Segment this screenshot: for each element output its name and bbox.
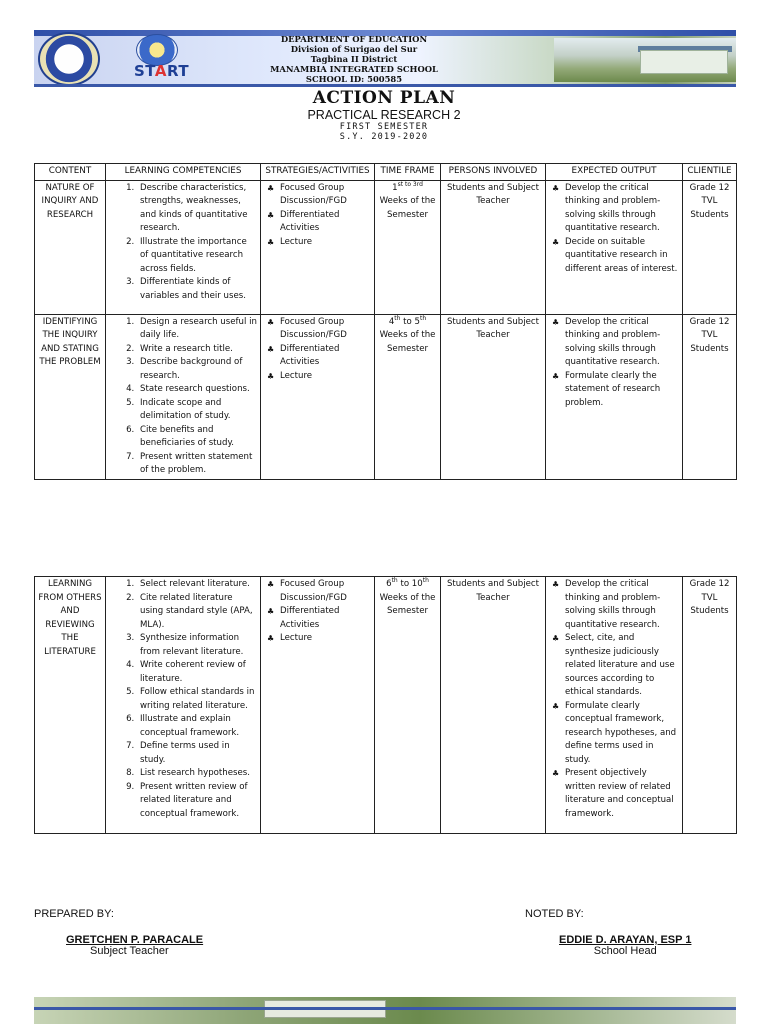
- output-item: ♣ Formulate clearly conceptual framework, research hypotheses, and define terms used in study.: [565, 700, 679, 768]
- persons-cell: Students and Subject Teacher: [441, 577, 546, 834]
- competency-item: 1. Select relevant literature.: [137, 578, 257, 592]
- time-frame-text: Weeks of the Semester: [379, 330, 436, 354]
- output-item: ♣ Develop the critical thinking and problem-solving skills through quantitative research.: [565, 182, 679, 236]
- time-frame-cell: 6th to 10th Weeks of the Semester: [375, 577, 441, 834]
- competency-item: 1. Describe characteristics, strengths, weaknesses, and kinds of quantitative research.: [137, 182, 257, 236]
- content-cell: NATURE OF INQUIRY AND RESEARCH: [35, 180, 106, 314]
- building-wall: [640, 50, 728, 74]
- column-header: STRATEGIES/ACTIVITIES: [261, 164, 375, 181]
- prepared-by-label: PREPARED BY:: [34, 908, 114, 920]
- page-subtitle: PRACTICAL RESEARCH 2: [307, 108, 461, 122]
- competency-item: 3. Synthesize information from relevant literature.: [137, 632, 257, 659]
- prepared-by-role: Subject Teacher: [90, 945, 169, 957]
- output-item: ♣ Select, cite, and synthesize judiciously related literature and use sources according to ethical standards.: [565, 632, 679, 700]
- competency-item: 9. Present written review of related literature and conceptual framework.: [137, 781, 257, 822]
- output-item: ♣ Decide on suitable quantitative research in different areas of interest.: [565, 236, 679, 277]
- competency-item: 7. Define terms used in study.: [137, 740, 257, 767]
- column-header: CLIENTILE: [683, 164, 737, 181]
- time-frame-cell: $1^{st to 3rd}$ Weeks of the Semester: [375, 180, 441, 314]
- competency-item: 7. Present written statement of the problem.: [137, 451, 257, 478]
- banner-line: DEPARTMENT OF EDUCATION: [280, 34, 428, 44]
- output-item: ♣ Formulate clearly the statement of research problem.: [565, 370, 679, 411]
- page-title: ACTION PLAN: [312, 88, 456, 108]
- strategy-item: ♣ Focused Group Discussion/FGD: [280, 578, 371, 605]
- strategies-cell: [261, 577, 375, 834]
- strategy-item: ♣ Differentiated Activities: [280, 343, 371, 370]
- banner-line: Tagbina II District: [310, 54, 398, 64]
- strategy-item: ♣ Lecture: [280, 370, 371, 384]
- table-row: [35, 314, 737, 479]
- strategy-item: ♣ Differentiated Activities: [280, 209, 371, 236]
- persons-cell: Students and Subject Teacher: [441, 314, 546, 479]
- competency-item: 4. State research questions.: [137, 383, 257, 397]
- output-cell: [546, 314, 683, 479]
- banner-line: Division of Surigao del Sur: [290, 44, 418, 54]
- footer-banner: [34, 997, 736, 1024]
- competency-item: 5. Follow ethical standards in writing related literature.: [137, 686, 257, 713]
- noted-by-block: [559, 934, 691, 957]
- strategy-item: ♣ Differentiated Activities: [280, 605, 371, 632]
- time-frame-text: Weeks of the Semester: [379, 592, 436, 616]
- competency-item: 3. Differentiate kinds of variables and their uses.: [137, 276, 257, 303]
- output-item: ♣ Present objectively written review of related literature and conceptual framework.: [565, 767, 679, 821]
- start-logo: START: [134, 62, 190, 80]
- column-header: LEARNING COMPETENCIES: [106, 164, 261, 181]
- competencies-cell: [106, 314, 261, 479]
- strategies-cell: [261, 180, 375, 314]
- competencies-cell: [106, 180, 261, 314]
- clientele-cell: Grade 12 TVL Students: [683, 180, 737, 314]
- clientele-cell: Grade 12 TVL Students: [683, 577, 737, 834]
- competency-item: 2. Write a research title.: [137, 343, 257, 357]
- competency-item: 4. Write coherent review of literature.: [137, 659, 257, 686]
- column-header: EXPECTED OUTPUT: [546, 164, 683, 181]
- competency-item: 6. Illustrate and explain conceptual framework.: [137, 713, 257, 740]
- noted-by-name: EDDIE D. ARAYAN, ESP 1: [559, 934, 692, 946]
- header-banner: [34, 30, 736, 87]
- table-row: [35, 577, 737, 834]
- prepared-by-block: [66, 934, 203, 957]
- strategy-item: ♣ Lecture: [280, 236, 371, 250]
- action-plan-table-continued: [34, 576, 737, 834]
- banner-text: [214, 34, 494, 84]
- footer-stripe: [34, 1007, 736, 1010]
- action-plan-table: [34, 163, 737, 480]
- school-year-label: S.Y. 2019-2020: [339, 132, 429, 142]
- competency-item: 8. List research hypotheses.: [137, 767, 257, 781]
- strategies-cell: [261, 314, 375, 479]
- column-header: PERSONS INVOLVED: [441, 164, 546, 181]
- banner-line: SCHOOL ID: 500585: [305, 74, 403, 84]
- time-frame-text: Weeks of the Semester: [379, 196, 436, 220]
- competency-item: 2. Illustrate the importance of quantitative research across fields.: [137, 236, 257, 277]
- table-header-row: [35, 164, 737, 181]
- competency-item: 5. Indicate scope and delimitation of study.: [137, 397, 257, 424]
- deped-seal-logo: [38, 32, 100, 86]
- competency-item: 1. Design a research useful in daily life.: [137, 316, 257, 343]
- noted-by-label: NOTED BY:: [525, 908, 584, 920]
- output-item: ♣ Develop the critical thinking and problem-solving skills through quantitative research.: [565, 316, 679, 370]
- strategy-item: ♣ Lecture: [280, 632, 371, 646]
- banner-line: MANAMBIA INTEGRATED SCHOOL: [270, 64, 438, 74]
- competency-item: 3. Describe background of research.: [137, 356, 257, 383]
- content-cell: LEARNING FROM OTHERS AND REVIEWING THE LITERATURE: [35, 577, 106, 834]
- table-row: [35, 180, 737, 314]
- semester-label: FIRST SEMESTER: [339, 122, 429, 132]
- content-cell: IDENTIFYING THE INQUIRY AND STATING THE PROBLEM: [35, 314, 106, 479]
- output-cell: [546, 577, 683, 834]
- column-header: TIME FRAME: [375, 164, 441, 181]
- persons-cell: Students and Subject Teacher: [441, 180, 546, 314]
- time-frame-cell: 4th to 5th Weeks of the Semester: [375, 314, 441, 479]
- noted-by-role: School Head: [593, 945, 657, 957]
- school-building-photo: [554, 38, 736, 82]
- clientele-cell: Grade 12 TVL Students: [683, 314, 737, 479]
- competency-item: 6. Cite benefits and beneficiaries of study.: [137, 424, 257, 451]
- competency-item: 2. Cite related literature using standard style (APA, MLA).: [137, 592, 257, 633]
- title-block: [0, 88, 768, 142]
- strategy-item: ♣ Focused Group Discussion/FGD: [280, 182, 371, 209]
- strategy-item: ♣ Focused Group Discussion/FGD: [280, 316, 371, 343]
- column-header: CONTENT: [35, 164, 106, 181]
- output-cell: [546, 180, 683, 314]
- output-item: ♣ Develop the critical thinking and problem-solving skills through quantitative research.: [565, 578, 679, 632]
- competencies-cell: [106, 577, 261, 834]
- prepared-by-name: GRETCHEN P. PARACALE: [66, 934, 204, 946]
